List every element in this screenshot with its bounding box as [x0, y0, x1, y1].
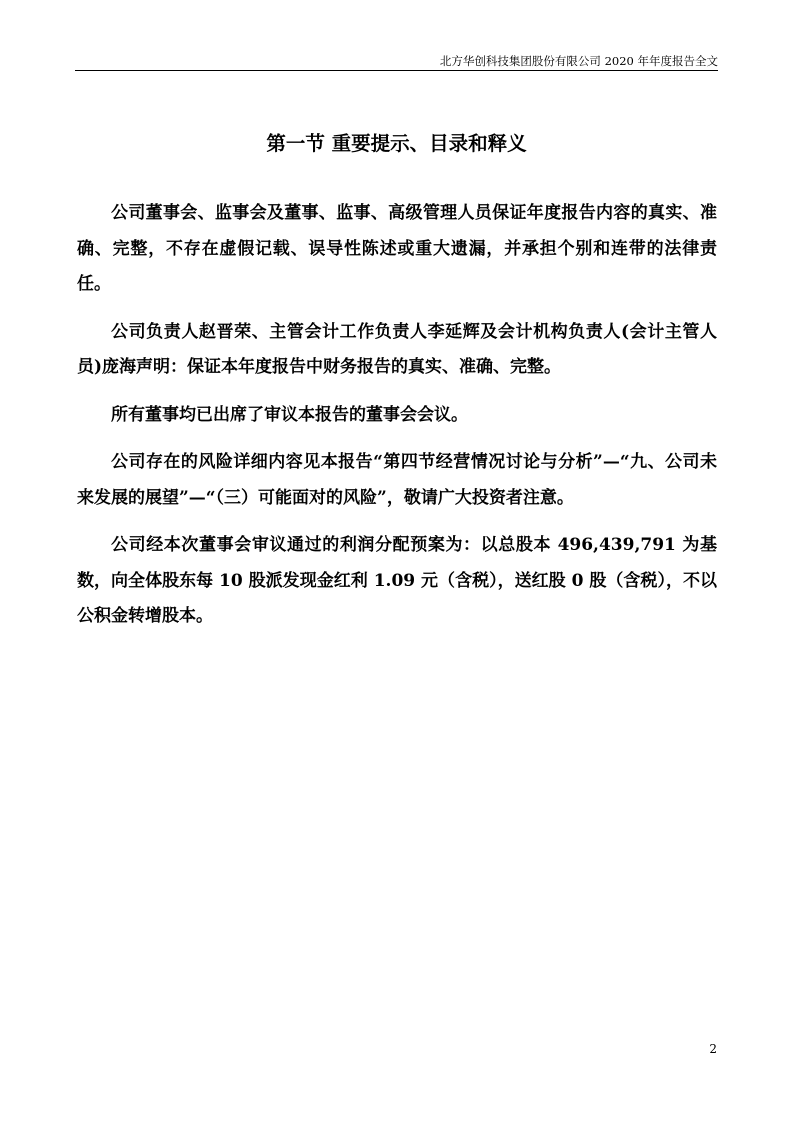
paragraph-board-guarantee: 公司董事会、监事会及董事、监事、高级管理人员保证年度报告内容的真实、准确、完整，不存在虚假记载、误导性陈述或重大遗漏，并承担个别和连带的法律责任。: [77, 203, 717, 294]
paragraph-risk-notice: 公司存在的风险详细内容见本报告“第四节经营情况讨论与分析”—“九、公司未来发展的展望”—“（三）可能面对的风险”，敬请广大投资者注意。: [77, 452, 717, 508]
running-header-title: 北方华创科技集团股份有限公司 2020 年年度报告全文: [439, 54, 718, 68]
running-header: [75, 52, 718, 71]
body-text: [77, 196, 717, 647]
paragraph-director-attendance: 所有董事均已出席了审议本报告的董事会会议。: [111, 404, 468, 425]
section-title: 第一节 重要提示、目录和释义: [266, 132, 527, 155]
paragraph-profit-distribution: 公司经本次董事会审议通过的利润分配预案为：以总股本 496,439,791 为基数，向全体股东每 10 股派发现金红利 1.09 元（含税），送红股 0 股（含税），不以公积金转增股本。: [77, 535, 717, 626]
page-number: 2: [709, 1042, 717, 1056]
paragraph-financial-statement-declaration: 公司负责人赵晋荣、主管会计工作负责人李延辉及会计机构负责人(会计主管人员)庞海声明：保证本年度报告中财务报告的真实、准确、完整。: [77, 321, 717, 377]
